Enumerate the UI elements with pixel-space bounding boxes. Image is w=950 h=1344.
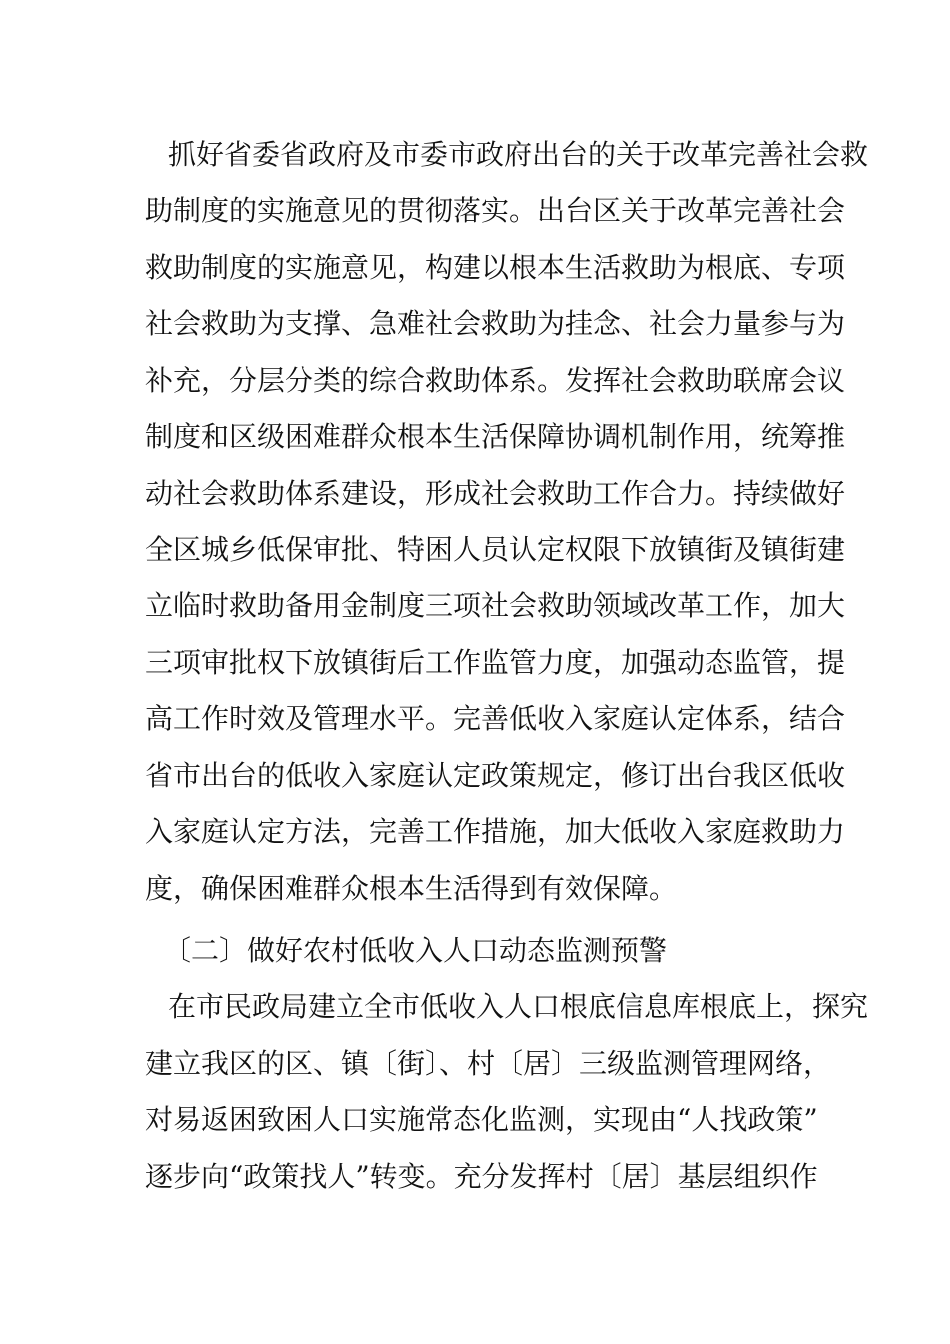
paragraph-1-line: 三项审批权下放镇街后工作监管力度，加强动态监管，提 [145,646,846,679]
paragraph-1-line: 助制度的实施意见的贯彻落实。出台区关于改革完善社会 [145,194,846,227]
paragraph-1-line: 立临时救助备用金制度三项社会救助领域改革工作，加大 [145,589,846,622]
paragraph-1-line: 救助制度的实施意见，构建以根本生活救助为根底、专项 [145,251,846,284]
paragraph-1-line: 全区城乡低保审批、特困人员认定权限下放镇街及镇街建 [145,533,846,566]
section-heading: 〔二〕做好农村低收入人口动态监测预警 [163,934,668,967]
paragraph-2-line: 对易返困致困人口实施常态化监测，实现由“人找政策” [145,1103,818,1136]
paragraph-2-line: 逐步向“政策找人”转变。充分发挥村〔居〕基层组织作 [145,1160,818,1193]
paragraph-1-line: 动社会救助体系建设，形成社会救助工作合力。持续做好 [145,477,846,510]
paragraph-1-line: 补充，分层分类的综合救助体系。发挥社会救助联席会议 [145,364,846,397]
paragraph-1-line: 制度和区级困难群众根本生活保障协调机制作用，统筹推 [145,420,846,453]
paragraph-2-line: 建立我区的区、镇〔街〕、村〔居〕三级监测管理网络， [145,1047,832,1080]
paragraph-1-line: 度，确保困难群众根本生活得到有效保障。 [145,872,678,905]
paragraph-1-line: 省市出台的低收入家庭认定政策规定，修订出台我区低收 [145,759,846,792]
paragraph-1-line: 抓好省委省政府及市委市政府出台的关于改革完善社会救 [168,138,869,171]
paragraph-1-line: 高工作时效及管理水平。完善低收入家庭认定体系，结合 [145,702,846,735]
paragraph-1-line: 入家庭认定方法，完善工作措施，加大低收入家庭救助力 [145,815,846,848]
paragraph-1-line: 社会救助为支撑、急难社会救助为挂念、社会力量参与为 [145,307,846,340]
paragraph-2-line: 在市民政局建立全市低收入人口根底信息库根底上，探究 [168,990,869,1023]
